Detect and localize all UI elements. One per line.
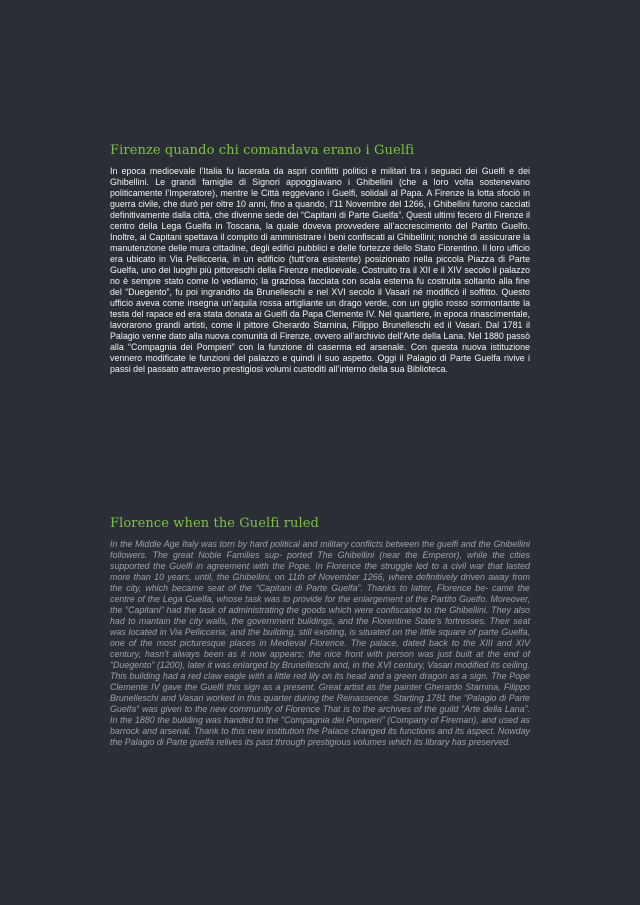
english-section bbox=[110, 516, 530, 748]
italian-body: In epoca medioevale l’Italia fu lacerata da aspri conflitti politici e militari tra i seguaci dei Guelfi e dei Ghibellini. Le grandi famiglie di Signori appoggiavano i Ghibellini (che a loro volta sostenevano politicamente l’Imperatore), mentre le Città reggevano i Guelfi, solidali al Papa. A Firenze la lotta sfociò in guerra civile, che durò per oltre 10 anni, fino a quando, l’11 Novembre del 1266, i Ghibellini furono cacciati definitivamente dalla città, che divenne sede dei “Capitani di Parte Guelfa”. Questi ultimi fecero di Firenze il centro della Lega Guelfa in Toscana, la quale doveva provvedere all’accrescimento del Partito Guelfo. Inoltre, ai Capitani spettava il compito di amministrare i beni confiscati ai Ghibellini; nonché di assicurare la manutenzione delle mura cittadine, degli edifici pubblici e delle fortezze dello Stato Fiorentino. Il loro ufficio era ubicato in Via Pellicceria, in un edificio (tutt’ora esistente) posizionato nella piccola Piazza di Parte Guelfa, uno dei luoghi più pittoreschi della Firenze medioevale. Costruito tra il XII e il XIV secolo il palazzo no è sempre stato come lo vediamo; la graziosa facciata con scala esterna fu costruita soltanto alla fine del “Duegento”, fu poi ingrandito da Brunelleschi e nel XVI secolo il Vasari né modificò il soffitto. Questo ufficio aveva come insegna un’aquila rossa artigliante un drago verde, con un giglio rosso sormontante la testa del rapace ed era stata donata ai Guelfi da Papa Clemente IV. Nel quartiere, in epoca rinascimentale, lavorarono grandi artisti, come il pittore Gherardo Starnina, Filippo Brunelleschi ed il Vasari. Dal 1781 il Palagio venne dato alla nuova comunità di Firenze, ovvero all’archivio dell’Arte della Lana. Nel 1880 passò alla “Compagnia dei Pompieri” con la funzione di caserma ed arsenale. Con questa nuova istituzione vennero modificate le funzioni del palazzo e quindi il suo aspetto. Oggi il Palagio di Parte Guelfa rivive i passi del passato attraverso prestigiosi volumi custoditi all’interno della sua Biblioteca. bbox=[110, 166, 530, 374]
italian-title: Firenze quando chi comandava erano i Guelfi bbox=[110, 143, 415, 158]
english-body: In the Middle Age Italy was torn by hard political and military conflicts between the guelfi and the Ghibellini followers. The great Noble Families sup- ported The Ghibellini (near the Emperor), while the cities supported the Guelfi in agreement with the Pope. In Florence the struggle led to a civil war that lasted more than 10 years, until, the Ghibellini, on 11th of November 1266, where definitively driven away from the city, which became seat of the “Capitani di Parte Guelfa”. Thanks to latter, Florence be- came the centre of the Lega Guelfa, whose task was to provide for the enlargement of the Partito Guelfo. Moreover, the “Capitani” had the task of administrating the goods which were confiscated to the Ghibellini. They also had to mantain the city walls, the government buildings, and the Florentine State’s fortresses. Their seat was located in Via Pellicceria; and the building, still existing, is situated on the little square of parte Guelfa, one of the most picturesque places in Medieval Florence. The palace, dated back to the XIII and XIV century, hasn’t always been as it now appears; the nice front with person was just built at the end of “Duegento” (1200), later it was enlarged by Brunelleschi and, in the XVI century, Vasari modified its ceiling. This building had a red claw eagle with a little red lily on its head and a green dragon as a sign. The Pope Clemente IV gave the Guelfi this sign as a present. Great artist as the painter Gherardo Starnina, Filippo Brunelleschi and Vasari worked in this quarter during the Reinassence. Starting 1781 the “Palagio di Parte Guelfa” was given to the new community of Florence That is to the archives of the guild “Arte della Lana”. In the 1880 the building was handed to the “Compagnia dei Pompieri” (Company of Fireman), and used as barrock and arsenal. Thank to this new institution the Palace changed its functions and its aspect. Nowday the Palagio di Parte guelfa relives its past through prestigious volumes which its library has preserved. bbox=[110, 539, 530, 747]
english-title: Florence when the Guelfi ruled bbox=[110, 516, 319, 531]
italian-section bbox=[110, 143, 530, 375]
